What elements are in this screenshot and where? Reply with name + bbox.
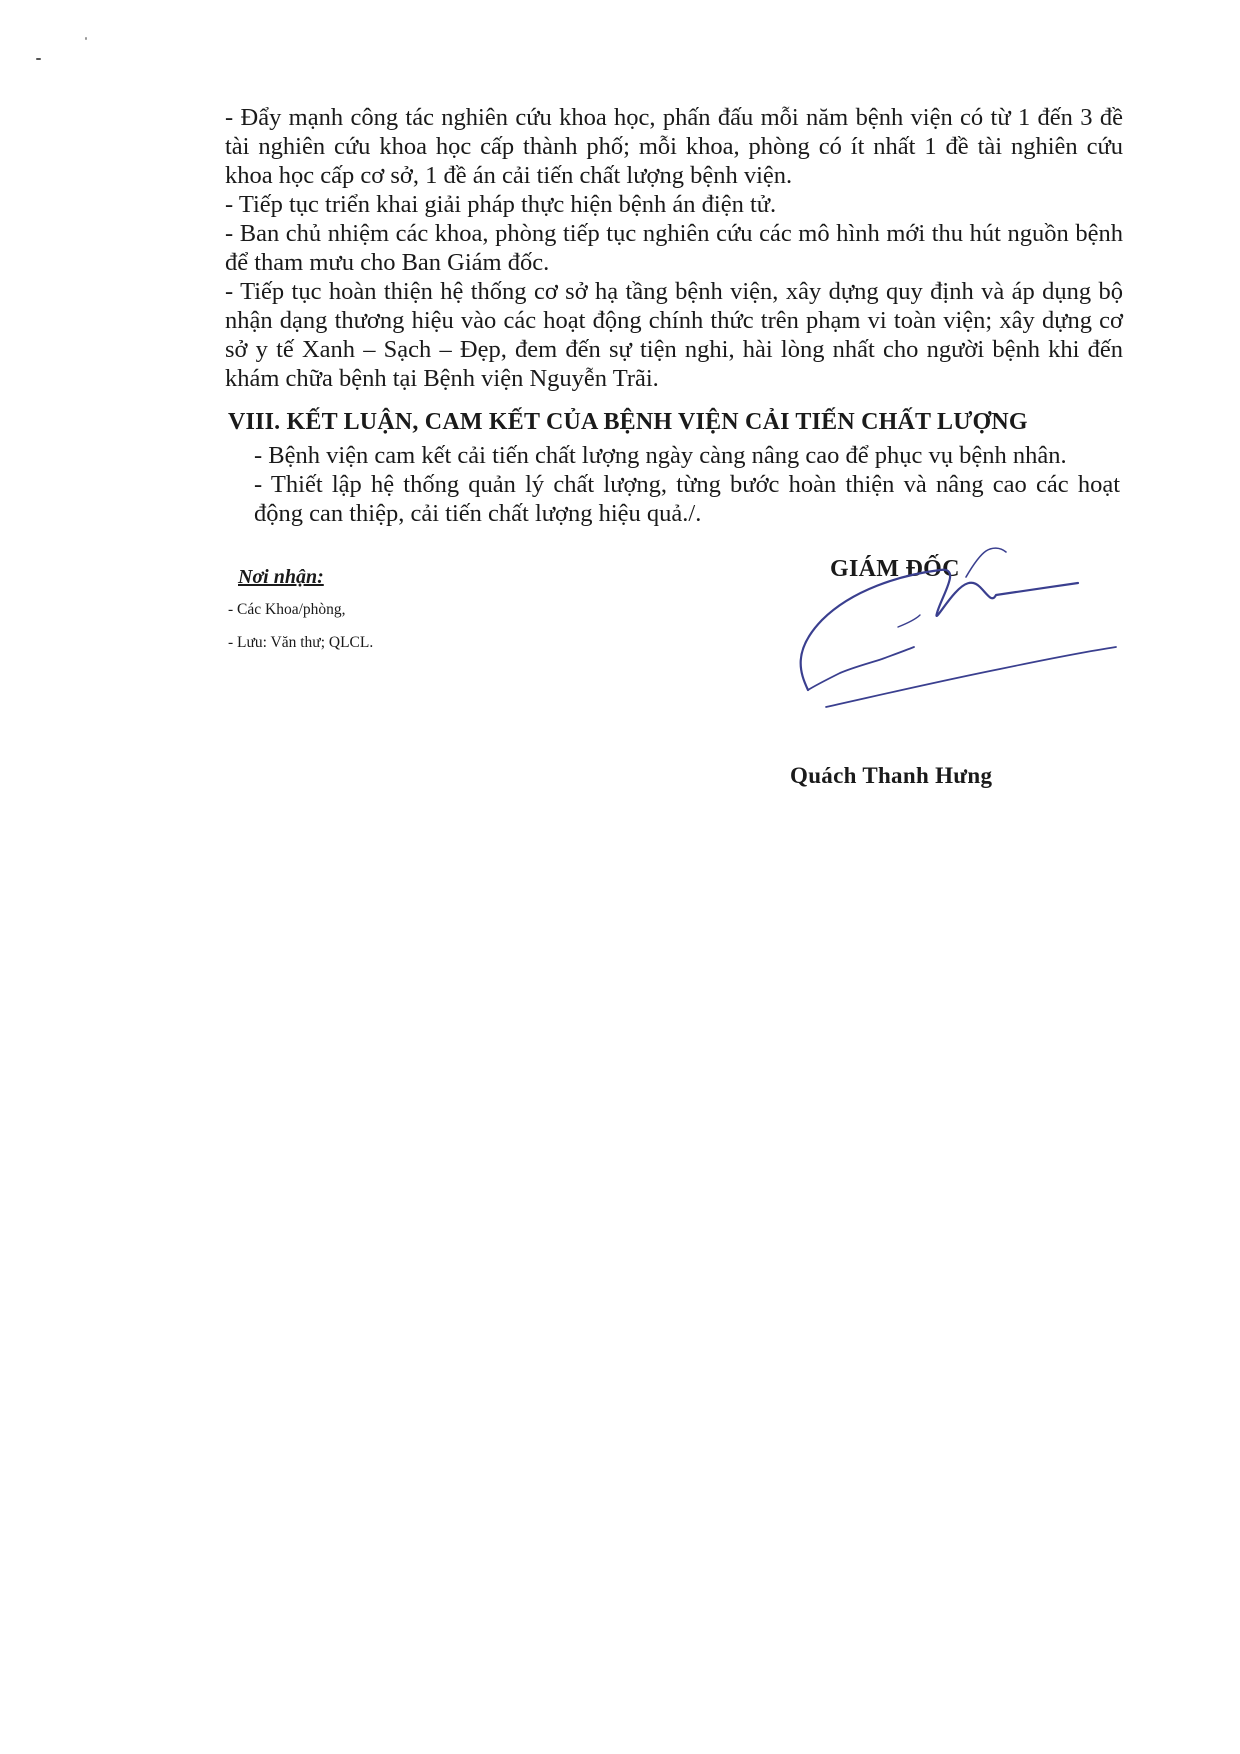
conclusion-list	[254, 441, 1120, 528]
action-plan-bullets	[225, 103, 1123, 393]
bullet-department-models: - Ban chủ nhiệm các khoa, phòng tiếp tục nghiên cứu các mô hình mới thu hút nguồn bệnh để tham mưu cho Ban Giám đốc.	[225, 220, 1123, 276]
bullet-infrastructure: - Tiếp tục hoàn thiện hệ thống cơ sở hạ tầng bệnh viện, xây dựng quy định và áp dụng bộ nhận dạng thương hiệu vào các hoạt động chính thức trên phạm vi toàn viện; xây dựng cơ sở y tế Xanh – Sạch – Đẹp, đem đến sự tiện nghi, hài lòng nhất cho người bệnh khi đến khám chữa bệnh tại Bệnh viện Nguyễn Trãi.	[225, 278, 1123, 392]
scan-speck	[36, 58, 41, 60]
recipient-item: - Các Khoa/phòng,	[228, 601, 346, 618]
handwritten-signature	[730, 535, 1120, 765]
recipients-title: Nơi nhận:	[238, 566, 324, 588]
bullet-electronic-records: - Tiếp tục triển khai giải pháp thực hiện bệnh án điện tử.	[225, 191, 777, 218]
recipient-item: - Lưu: Văn thư; QLCL.	[228, 634, 374, 651]
bullet-research: - Đẩy mạnh công tác nghiên cứu khoa học, phấn đấu mỗi năm bệnh viện có từ 1 đến 3 đề tài nghiên cứu khoa học cấp thành phố; mỗi khoa, phòng có ít nhất 1 đề tài nghiên cứu khoa học cấp cơ sở, 1 đề án cải tiến chất lượng bệnh viện.	[225, 104, 1123, 189]
signer-name: Quách Thanh Hưng	[790, 763, 993, 788]
conclusion-item: - Thiết lập hệ thống quản lý chất lượng, từng bước hoàn thiện và nâng cao các hoạt động can thiệp, cải tiến chất lượng hiệu quả./.	[254, 471, 1120, 527]
recipients-block	[228, 564, 548, 654]
scan-speck	[85, 37, 87, 40]
conclusion-item: - Bệnh viện cam kết cải tiến chất lượng ngày càng nâng cao để phục vụ bệnh nhân.	[254, 442, 1067, 469]
signer-title: GIÁM ĐỐC	[830, 556, 960, 582]
section-heading: VIII. KẾT LUẬN, CAM KẾT CỦA BỆNH VIỆN CẢI TIẾN CHẤT LƯỢNG	[228, 409, 1028, 435]
